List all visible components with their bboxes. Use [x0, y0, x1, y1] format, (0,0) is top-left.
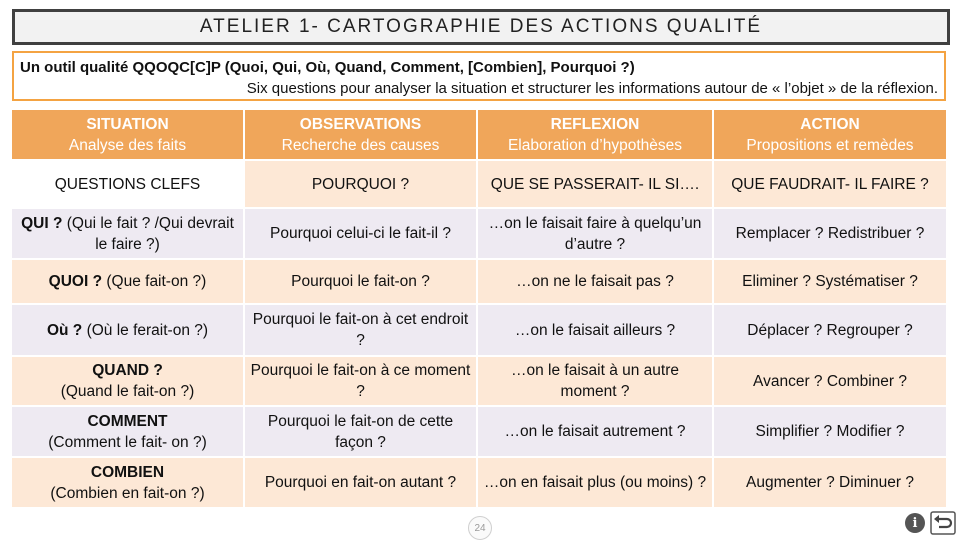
header-title: SITUATION	[86, 115, 169, 133]
header-title: OBSERVATIONS	[299, 115, 422, 133]
slide-title: ATELIER 1- CARTOGRAPHIE DES ACTIONS QUALITÉ	[12, 9, 950, 45]
table-cell: Déplacer ? Regrouper ?	[714, 305, 948, 357]
row-label-bold: QUESTIONS CLEFS	[54, 175, 201, 193]
table-cell: …on le faisait autrement ?	[478, 407, 714, 458]
row-label-rest: (Comment le fait- on ?)	[48, 433, 207, 451]
row-label-quoi	[12, 260, 245, 305]
row-label-rest: (Qui le fait ? /Qui devrait le faire ?)	[62, 214, 234, 253]
row-label-bold: Où ?	[46, 321, 83, 339]
row-label-rest: (Où le ferait-on ?)	[82, 321, 209, 339]
table-cell: Pourquoi en fait-on autant ?	[245, 458, 478, 509]
table-cell: Remplacer ? Redistribuer ?	[714, 209, 948, 260]
table-cell: Pourquoi le fait-on à cet endroit ?	[245, 305, 478, 357]
header-sub: Recherche des causes	[281, 136, 440, 154]
header-sub: Analyse des faits	[68, 136, 187, 154]
page-number: 24	[468, 516, 492, 540]
row-label-combien	[12, 458, 245, 509]
table-cell: Pourquoi le fait-on à ce moment ?	[245, 357, 478, 407]
table-cell: …on le faisait à un autre moment ?	[478, 357, 714, 407]
header-reflexion	[478, 110, 714, 161]
subtitle-line-2: Six questions pour analyser la situation et structurer les informations autour de « l’objet » de la réflexion.	[246, 80, 938, 97]
return-icon[interactable]	[930, 511, 956, 535]
table-cell: Augmenter ? Diminuer ?	[714, 458, 948, 509]
table-cell: Eliminer ? Systématiser ?	[714, 260, 948, 305]
table-cell: QUE SE PASSERAIT- IL SI….	[478, 161, 714, 209]
subtitle-line-1: Un outil qualité QQOQC[C]P (Quoi, Qui, Où, Quand, Comment, [Combien], Pourquoi ?)	[20, 59, 635, 76]
table-cell: POURQUOI ?	[245, 161, 478, 209]
subtitle-box	[12, 51, 946, 101]
header-observations	[245, 110, 478, 161]
table-cell: Pourquoi celui-ci le fait-il ?	[245, 209, 478, 260]
header-sub: Propositions et remèdes	[746, 136, 914, 154]
table-cell: Pourquoi le fait-on de cette façon ?	[245, 407, 478, 458]
row-label-comment	[12, 407, 245, 458]
row-label-rest: (Combien en fait-on ?)	[50, 484, 205, 502]
header-action	[714, 110, 948, 161]
header-situation	[12, 110, 245, 161]
header-title: ACTION	[800, 115, 860, 133]
row-label-rest: (Quand le fait-on ?)	[60, 383, 195, 400]
row-label-quand	[12, 357, 245, 407]
row-label-qui	[12, 209, 245, 260]
table-cell: QUE FAUDRAIT- IL FAIRE ?	[714, 161, 948, 209]
table-cell: Avancer ? Combiner ?	[714, 357, 948, 407]
row-label-ou	[12, 305, 245, 357]
table-cell: Simplifier ? Modifier ?	[714, 407, 948, 458]
header-sub: Elaboration d’hypothèses	[507, 136, 683, 154]
qqoqccp-table	[12, 110, 948, 509]
table-cell: …on le faisait faire à quelqu’un d’autre ?	[478, 209, 714, 260]
table-cell: …on en faisait plus (ou moins) ?	[478, 458, 714, 509]
row-label-bold: QUI ?	[21, 214, 63, 232]
row-label-bold: QUAND ?	[92, 362, 163, 379]
table-cell: Pourquoi le fait-on ?	[245, 260, 478, 305]
header-title: REFLEXION	[550, 115, 640, 133]
row-label-questions-clefs	[12, 161, 245, 209]
table-cell: …on ne le faisait pas ?	[478, 260, 714, 305]
row-label-bold: COMBIEN	[90, 463, 165, 481]
row-label-bold: QUOI ?	[48, 273, 103, 290]
info-icon[interactable]: i	[905, 513, 925, 533]
table-cell: …on le faisait ailleurs ?	[478, 305, 714, 357]
row-label-bold: COMMENT	[87, 412, 168, 430]
row-label-rest: (Que fait-on ?)	[102, 273, 207, 290]
